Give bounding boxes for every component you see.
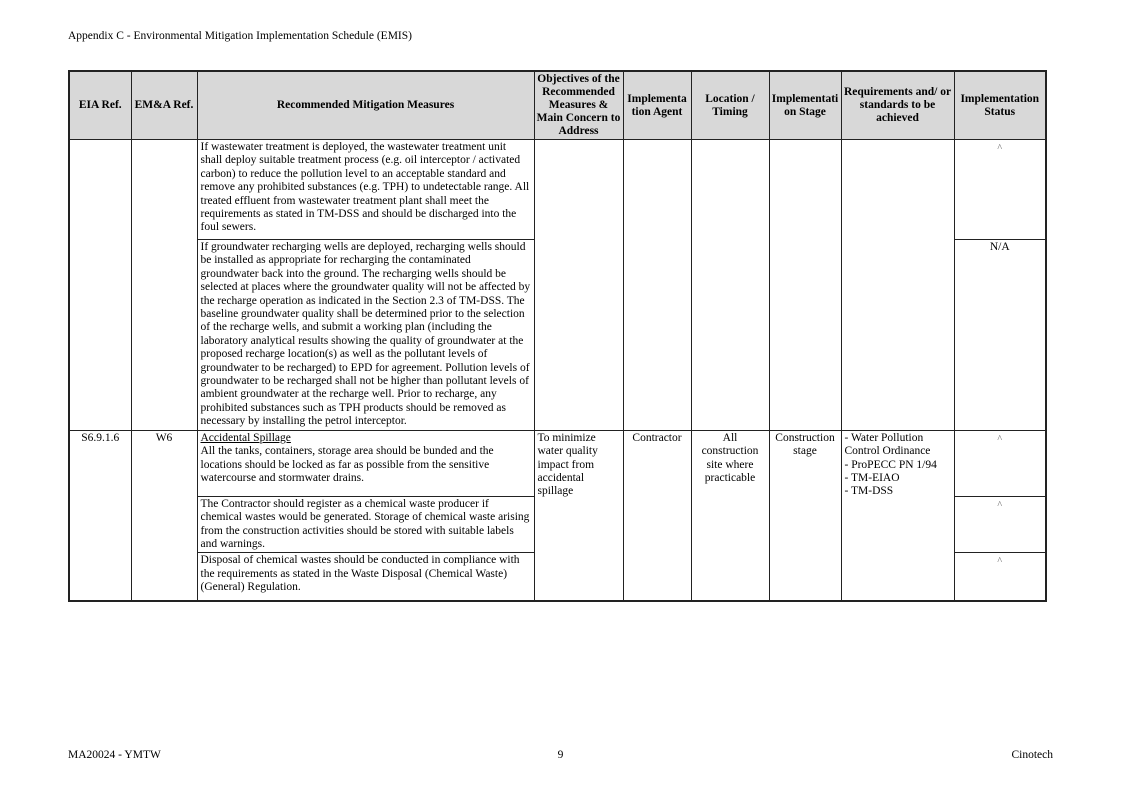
cell-status [954,496,1046,553]
col-header-eia-ref: EIA Ref. [69,71,131,140]
cell-eia-ref-empty [69,140,131,431]
col-header-agent: Implementation Agent [623,71,691,140]
footer-project-code: MA20024 - YMTW [68,749,161,761]
col-header-stage: Implementation Stage [769,71,841,140]
document-title: Appendix C - Environmental Mitigation Implementation Schedule (EMIS) [68,30,412,42]
cell-stage-empty [769,140,841,431]
cell-objectives: To minimize water quality impact from accidental spillage [534,430,623,601]
cell-requirements [841,430,954,601]
cell-measures-wastewater: If wastewater treatment is deployed, the wastewater treatment unit shall deploy suitable treatment process (e.g. oil interceptor / activated carbon) to reduce the pollution level to an acceptable standard and remove any prohibited substances (e.g. TPH) to undetectable range. All treated effluent from wastewater treatment plant shall meet the requirements as stated in TM-DSS and should be discharged into the foul sewers. [197,140,534,240]
requirement-item: - Water Pollution Control Ordinance [844,431,931,458]
table-row [69,430,1046,496]
cell-location-empty [691,140,769,431]
cell-measures-spillage [197,430,534,496]
cell-stage: Construction stage [769,430,841,601]
cell-agent-empty [623,140,691,431]
cell-ema-ref-empty [131,140,197,431]
status-caret: ^ [997,556,1003,568]
requirement-item: - TM-DSS [844,485,894,498]
col-header-status: Implementation Status [954,71,1046,140]
col-header-ema-ref: EM&A Ref. [131,71,197,140]
status-caret: ^ [997,499,1003,511]
col-header-requirements: Requirements and/ or standards to be achieved [841,71,954,140]
emis-table [68,70,1047,602]
cell-measures-disposal: Disposal of chemical wastes should be conducted in compliance with the requirements as stated in the Waste Disposal (Chemical Waste) (General) Regulation. [197,553,534,601]
cell-objectives-empty [534,140,623,431]
measure-text: All the tanks, containers, storage area should be bunded and the locations should be locked as far as possible from the sensitive watercourse and stormwater drains. [200,445,494,484]
cell-eia-ref: S6.9.1.6 [69,430,131,601]
requirement-item: - TM-EIAO [844,471,900,484]
col-header-measures: Recommended Mitigation Measures [197,71,534,140]
cell-status [954,240,1046,431]
cell-status [954,140,1046,240]
header-row [69,71,1046,140]
cell-requirements-empty [841,140,954,431]
col-header-objectives: Objectives of the Recommended Measures & Main Concern to Address [534,71,623,140]
status-caret: ^ [997,143,1003,154]
cell-measures-chemical-waste: The Contractor should register as a chemical waste producer if chemical wastes would be generated. Storage of chemical waste arising from the construction activities should be stored with suitable labels and warnings. [197,496,534,553]
cell-agent: Contractor [623,430,691,601]
status-caret: ^ [997,433,1003,445]
cell-measures-groundwater: If groundwater recharging wells are deployed, recharging wells should be installed as appropriate for recharging the contaminated groundwater back into the ground. The recharging wells should be selected at places where the groundwater quality will not be affected by the recharge operation as indicated in the Section 2.3 of TM-DSS. The baseline groundwater quality shall be determined prior to the selection of the recharge wells, and submit a working plan (including the laboratory analytical results showing the quality of groundwater at the proposed recharge location(s) as well as the pollutant levels of groundwater to be recharged) to EPD for agreement. Pollution levels of groundwater to be recharged shall not be higher than pollutant levels of ambient groundwater at the recharge well. Prior to recharge, any prohibited substances such as TPH products should be removed as necessary by installing the petrol interceptor. [197,240,534,431]
page-number: 9 [557,749,564,761]
cell-location: All construction site where practicable [691,430,769,601]
status-na: N/A [989,241,1010,253]
measure-heading: Accidental Spillage [200,431,291,444]
footer-company: Cinotech [1011,749,1053,761]
cell-ema-ref: W6 [131,430,197,601]
cell-status [954,553,1046,601]
cell-status [954,430,1046,496]
requirement-item: - ProPECC PN 1/94 [844,458,937,471]
col-header-location-timing: Location / Timing [691,71,769,140]
table-row [69,140,1046,240]
